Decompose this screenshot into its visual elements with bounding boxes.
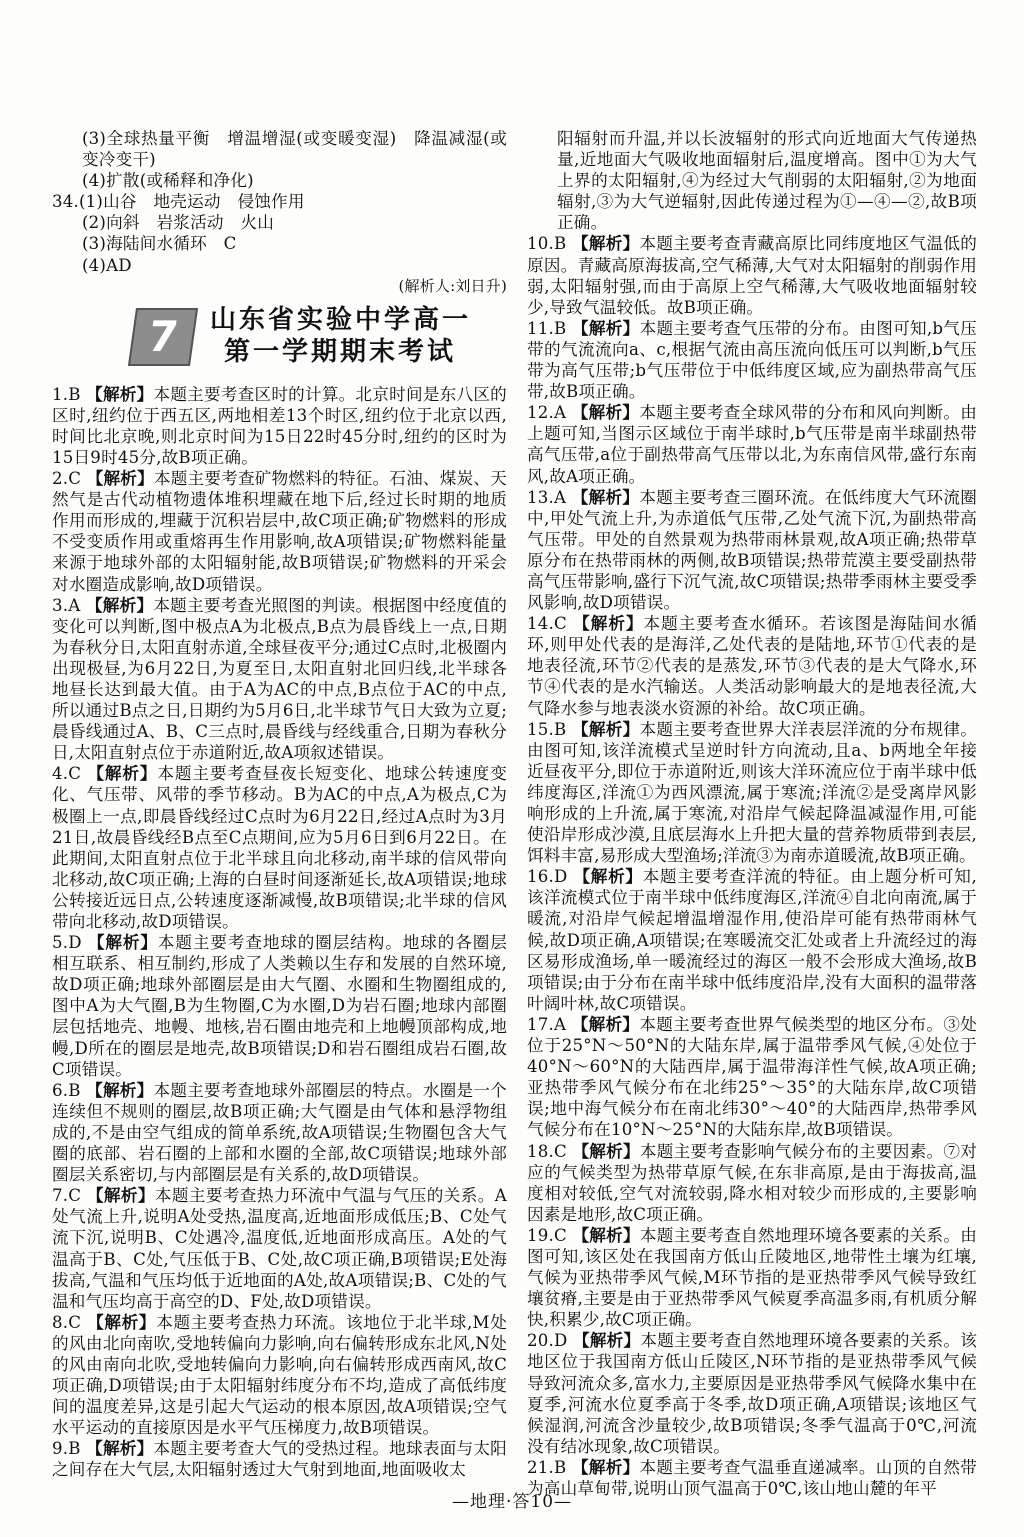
answer-item — [52, 384, 507, 468]
answer-head: 18.C — [527, 1141, 567, 1161]
analysis-tag: 【解析】 — [86, 383, 154, 404]
answer-head: 15.B — [527, 719, 567, 739]
answer-head: 21.B — [527, 1457, 567, 1477]
answer-item — [52, 1185, 507, 1312]
answer-text: 本题主要考查青藏高原比同纬度地区气温低的原因。青藏高原海拔高,空气稀薄,大气对太阳辐射的削弱作用弱,太阳辐射强,而由于高原上空气稀薄,大气吸收地面辐射较少,导致气温较低。故B项正确。 — [527, 234, 977, 317]
answer-item — [52, 1312, 507, 1439]
analysis-tag: 【解析】 — [87, 763, 158, 784]
analyst-credit: (解析人:刘日升) — [398, 276, 507, 295]
answer-item — [527, 1141, 977, 1225]
answer-head: 6.B — [52, 1080, 81, 1100]
answer-item — [527, 1225, 977, 1330]
answer-head: 9.B — [52, 1439, 81, 1459]
answer-item — [52, 595, 507, 764]
answer-text: 本题主要考查自然地理环境各要素的关系。由图可知,该区处在我国南方低山丘陵地区,地带性土壤为红壤,气候为亚热带季风气候,M环节指的是亚热带季风气候导致红壤贫瘠,主要是由于亚热带季风气候夏季高温多雨,有机质分解快,积累少,故C项正确。 — [527, 1225, 977, 1330]
exam-title-line2: 第一学期期末考试 — [224, 336, 457, 367]
answer-head: 19.C — [527, 1225, 567, 1245]
answer-head: 4.C — [52, 764, 82, 784]
left-column — [52, 128, 507, 1481]
intro-line: (3)海陆间水循环 C — [82, 234, 237, 254]
analysis-tag: 【解析】 — [571, 317, 640, 338]
answer-item — [527, 1330, 977, 1457]
left-answers — [52, 384, 507, 1481]
answer-text: 本题主要考查地球的圈层结构。地球的各圈层相互联系、相互制约,形成了人类赖以生存和发展的自然环境,故D项正确;地球外部圈层是由大气圈、水圈和生物圈组成的,图中A为大气圈,B为生物圈,C为水圈,D为岩石圈;地球内部圈层包括地壳、地幔、地核,岩石圈由地壳和上地幔顶部构成,地幔,D所在的圈层是地壳,故B项错误;D和岩石圈组成岩石圈,故C项错误。 — [52, 933, 507, 1079]
answer-head: 11.B — [527, 318, 567, 338]
analysis-tag: 【解析】 — [87, 932, 158, 953]
answer-text: 本题主要考查世界气候类型的地区分布。③处位于25°N～50°N的大陆东岸,属于温带季风气候,④处位于40°N～60°N的大陆西岸,属于温带海洋性气候,故A项正确;亚热带季风气候分布在北纬25°～35°的大陆东岸,故C项错误;地中海气候分布在南北纬30°～40°的大陆西岸,热带季风气候分布在10°N～25°N的大陆东岸,故B项错误。 — [527, 1014, 977, 1140]
analysis-tag: 【解析】 — [573, 613, 644, 634]
analysis-tag: 【解析】 — [572, 1140, 640, 1161]
answer-text: 本题主要考查气温垂直递减率。山顶的自然带为高山草甸带,说明山顶气温高于0℃,该山地山麓的年平 — [527, 1457, 977, 1498]
analysis-tag: 【解析】 — [571, 1013, 640, 1034]
answer-item — [527, 866, 977, 1014]
answer-text: 本题主要考查世界大洋表层洋流的分布规律。由图可知,该洋流模式呈逆时针方向流动,且a、b两地全年接近昼夜平分,即位于赤道附近,则该大洋环流应位于南半球中低纬度海区,洋流①为西风漂流,属于寒流;洋流②是受离岸风影响形成的上升流,属于寒流,对沿岸气候起降温减湿作用,可能使沿岸形成沙漠,且底层海水上升把大量的营养物质带到表层,饵料丰富,易形成大型渔场;洋流③为南赤道暖流,故B项正确。 — [527, 719, 977, 866]
answer-continuation — [527, 128, 977, 233]
answer-text: 本题主要考查矿物燃料的特征。石油、煤炭、天然气是古代动植物遗体堆积埋藏在地下后,经过长时期的地质作用而形成的,埋藏于沉积岩层中,故C项正确;矿物燃料的形成不受变质作用或重熔再生作用影响,故A项错误;矿物燃料能量来源于地球外部的太阳辐射能,故B项错误;矿物燃料的开采会对水圈造成影响,故D项错误。 — [52, 469, 507, 594]
answer-text: 本题主要考查全球风带的分布和风向判断。由上题可知,当图示区域位于南半球时,b气压带是南半球副热带高气压带,a位于副热带高气压带以北,为东南信风带,盛行东南风,故A项正确。 — [527, 403, 977, 486]
answer-head: 5.D — [52, 933, 82, 953]
analysis-tag: 【解析】 — [573, 866, 643, 887]
answer-head: 10.B — [527, 234, 567, 254]
intro-line: (4)AD — [82, 255, 132, 275]
exam-title — [210, 304, 471, 368]
intro-line: 34.(1)山谷 地壳运动 侵蚀作用 — [52, 192, 305, 212]
page-footer: —地理·答10— — [451, 1492, 573, 1512]
answer-text: 本题主要考查热力环流。该地位于北半球,M处的风由北向南吹,受地转偏向力影响,向右偏转形成东北风,N处的风由南向北吹,受地转偏向力影响,向右偏转形成西南风,故C项正确,D项错误;由于太阳辐射纬度分布不均,造成了高低纬度间的温度差异,这是引起大气运动的根本原因,故A项错误;空气水平运动的直接原因是水平气压梯度力,故B项错误。 — [52, 1312, 507, 1438]
answer-head: 14.C — [527, 614, 567, 634]
answer-head: 1.B — [52, 384, 81, 404]
answer-head: 13.A — [527, 487, 567, 507]
analysis-tag: 【解析】 — [571, 486, 640, 507]
analysis-tag: 【解析】 — [87, 1311, 157, 1332]
answer-item — [527, 233, 977, 317]
answer-head: 16.D — [527, 867, 568, 887]
exam-header — [52, 304, 507, 380]
answer-head: 2.C — [52, 469, 82, 489]
answer-item — [527, 487, 977, 614]
answer-item — [527, 613, 977, 718]
analysis-tag: 【解析】 — [85, 594, 154, 615]
analysis-tag: 【解析】 — [86, 1438, 154, 1459]
analysis-tag: 【解析】 — [571, 718, 640, 739]
analysis-tag: 【解析】 — [86, 1185, 155, 1206]
answer-text: 本题主要考查光照图的判读。根据图中经度值的变化可以判断,图中极点A为北极点,B点为晨昏线上一点,日期为春秋分日,太阳直射赤道,全球昼夜平分;通过C点时,北极圈内出现极昼,为6月22日,为夏至日,太阳直射北回归线,北半球各地昼长达到最大值。由于A为AC的中点,B点位于AC的中点,所以通过B点之日,日期约为5月6日,北半球节气日大致为立夏;晨昏线通过A、B、C三点时,晨昏线与经线重合,日期为春秋分日,太阳直射点位于赤道附近,故A项叙述错误。 — [52, 595, 507, 763]
answer-item — [527, 402, 977, 486]
answer-text: 本题主要考查自然地理环境各要素的关系。该地区位于我国南方低山丘陵区,N环节指的是亚热带季风气候导致河流众多,富水力,主要原因是亚热带季风气候降水集中在夏季,河流水位夏季高于冬季,故D项正确,A项错误;该地区气候湿润,河流含沙量较少,故B项错误;冬季气温高于0℃,河流没有结冰现象,故C项错误。 — [527, 1331, 977, 1456]
answer-text: 本题主要考查气压带的分布。由图可知,b气压带的气流流向a、c,根据气流由高压流向低压可以判断,b气压带为高气压带;b气压带位于中低纬度区域,应为副热带高气压带,故B项正确。 — [527, 318, 977, 402]
answer-text: 本题主要考查地球外部圈层的特点。水圈是一个连续但不规则的圈层,故B项正确;大气圈是由气体和悬浮物组成的,不是由空气组成的简单系统,故A项错误;生物圈包含大气圈的底部、岩石圈的上部和水圈的全部,故C项错误;地球外部圈层关系密切,与内部圈层是有关系的,故D项错误。 — [52, 1080, 507, 1185]
analysis-tag: 【解析】 — [571, 402, 640, 423]
answer-text: 本题主要考查昼夜长短变化、地球公转速度变化、气压带、风带的季节移动。B为AC的中点,A为极点,C为极圈上一点,即晨昏线经过C点时为6月22日,经过A点时为3月21日,故晨昏线经B点至C点期间,应为5月6日到6月22日。在此期间,太阳直射点位于北半球且向北移动,南半球的信风带向北移动,故C项正确;上海的白昼时间逐渐延长,故A项错误;地球公转接近远日点,公转速度逐渐减慢,故B项错误;北半球的信风带向北移动,故D项错误。 — [52, 764, 507, 931]
answer-item — [527, 318, 977, 402]
analysis-tag: 【解析】 — [86, 1079, 154, 1100]
analysis-tag: 【解析】 — [86, 468, 154, 489]
answer-text: 本题主要考查三圈环流。在低纬度大气环流圈中,甲处气流上升,为赤道低气压带,乙处气流下沉,为副热带高气压带。甲处的自然景观为热带雨林景观,故A项正确;热带草原分布在热带雨林的两侧,故B项错误;热带荒漠主要受副热带高气压带影响,盛行下沉气流,故C项错误;热带季雨林主要受季风影响,故D项错误。 — [527, 487, 977, 613]
analysis-tag: 【解析】 — [571, 1456, 640, 1477]
answer-text: 阳辐射而升温,并以长波辐射的形式向近地面大气传递热量,近地面大气吸收地面辐射后,温度增高。图中①为大气上界的太阳辐射,④为经过大气削弱的太阳辐射,②为地面辐射,③为大气逆辐射,因此传递过程为①—④—②,故B项正确。 — [557, 129, 977, 233]
answer-item — [52, 468, 507, 595]
answer-item — [52, 1438, 507, 1480]
analysis-tag: 【解析】 — [573, 1330, 641, 1351]
exam-title-line1: 山东省实验中学高一 — [210, 304, 472, 335]
answer-text: 本题主要考查大气的受热过程。地球表面与太阳之间存在大气层,太阳辐射透过大气射到地面,地面吸收太 — [52, 1439, 507, 1480]
answer-head: 7.C — [52, 1186, 82, 1206]
answer-item — [527, 1014, 977, 1141]
answer-item — [52, 932, 507, 1080]
intro-line: (4)扩散(或稀释和净化) — [82, 171, 254, 191]
answer-text: 本题主要考查区时的计算。北京时间是东八区的区时,纽约位于西五区,两地相差13个时区,纽约位于北京以西,时间比北京晚,则北京时间为15日22时45分时,纽约的区时为15日9时45分,故B项正确。 — [52, 384, 507, 467]
intro-line: (2)向斜 岩浆活动 火山 — [82, 213, 275, 233]
analysis-tag: 【解析】 — [572, 1224, 640, 1245]
answer-item — [52, 763, 507, 932]
answer-head: 17.A — [527, 1014, 567, 1034]
answer-head: 20.D — [527, 1331, 568, 1351]
answer-head: 3.A — [52, 595, 81, 615]
answer-item — [527, 719, 977, 867]
answer-item — [52, 1080, 507, 1185]
answer-text: 本题主要考查水循环。若该图是海陆间水循环,则甲处代表的是海洋,乙处代表的是陆地,环节①代表的是地表径流,环节②代表的是蒸发,环节③代表的是大气降水,环节④代表的是水汽输送。人类活动影响最大的是地表径流,大气降水参与地表淡水资源的补给。故C项正确。 — [527, 614, 977, 718]
right-column — [527, 128, 977, 1499]
analysis-tag: 【解析】 — [571, 233, 640, 254]
answer-text: 本题主要考查影响气候分布的主要因素。⑦对应的气候类型为热带草原气候,在东非高原,是由于海拔高,温度相对较低,空气对流较弱,降水相对较少而形成的,主要影响因素是地形,故C项正确。 — [527, 1141, 977, 1224]
answer-text: 本题主要考查洋流的特征。由上题分析可知,该洋流模式位于南半球中低纬度海区,洋流④自北向南流,属于暖流,对沿岸气候起增温增湿作用,使沿岸可能有热带雨林气候,故D项正确,A项错误;在寒暖流交汇处或者上升流经过的海区易形成渔场,单一暖流经过的海区一般不会形成大渔场,故B项错误;由于分布在南半球中低纬度沿岸,没有大面积的温带落叶阔叶林,故C项错误。 — [527, 867, 977, 1013]
intro-line: (3)全球热量平衡 增温增湿(或变暖变湿) 降温减湿(或变冷变干) — [82, 129, 507, 170]
answer-head: 8.C — [52, 1312, 82, 1332]
section-number-badge: 7 — [128, 308, 198, 366]
answer-head: 12.A — [527, 403, 567, 423]
answer-text: 本题主要考查热力环流中气温与气压的关系。A处气流上升,说明A处受热,温度高,近地面形成低压;B、C处气流下沉,说明B、C处遇冷,温度低,近地面形成高压。A处的气温高于B、C处,气压低于B、C处,故C项正确,B项错误;E处海拔高,气温和气压均低于近地面的A处,故A项错误;B、C处的气温和气压均高于高空的D、F处,故D项错误。 — [52, 1186, 507, 1311]
